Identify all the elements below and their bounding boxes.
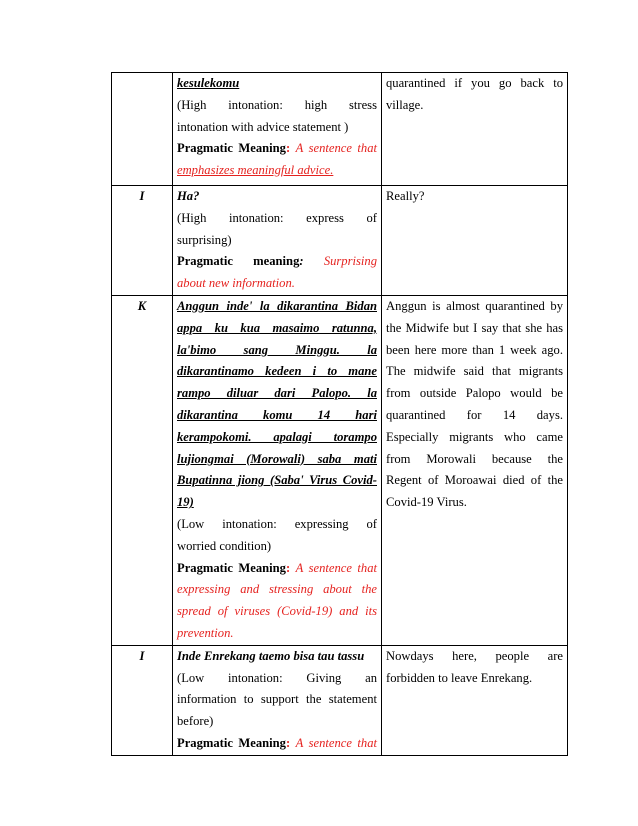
intonation-line: (Low intonation: expressing of	[177, 516, 377, 531]
translation-line: Covid-19 Virus.	[386, 495, 467, 510]
translation-cell	[382, 186, 568, 296]
utterance-text: kesulekomu	[177, 76, 240, 90]
utterance-line: dikarantinamo kedeen i to mane	[177, 364, 377, 379]
intonation-line: (High intonation: express of	[177, 210, 377, 225]
pragmatic-meaning-text: about new information.	[177, 276, 295, 291]
pragmatic-meaning-text: A sentence that	[295, 735, 377, 750]
pragmatic-meaning-line: expressing and stressing about the	[177, 582, 377, 597]
translation-line: been here more than 1 week ago.	[386, 342, 563, 357]
pragmatic-meaning-label: Pragmatic meaning	[177, 254, 300, 269]
speaker-cell: I	[112, 645, 173, 755]
pragmatic-meaning-label: Pragmatic Meaning	[177, 735, 286, 750]
pragmatic-meaning-line: prevention.	[177, 625, 234, 640]
utterance-line: dikarantina komu 14 hari	[177, 407, 377, 422]
translation-cell	[382, 645, 568, 755]
utterance-cell	[173, 645, 382, 755]
utterance-line: 19)	[177, 495, 194, 510]
translation-line: quarantined if you go back to	[386, 76, 563, 90]
utterance-line: lujiongmai (Morowali) saba mati	[177, 451, 377, 466]
intonation-line: worried condition)	[177, 538, 272, 553]
utterance-line: appa ku kua masaimo ratunna,	[177, 320, 377, 335]
intonation-line: (High intonation: high stress	[177, 97, 377, 112]
translation-line: Anggun is almost quarantined by	[386, 298, 563, 313]
utterance-cell	[173, 295, 382, 645]
intonation-line: (Low intonation: Giving an	[177, 670, 377, 685]
pragmatic-meaning-text: Surprising	[323, 254, 377, 269]
translation-cell	[382, 73, 568, 186]
pragmatic-meaning-line	[177, 138, 377, 160]
translation-line: quarantined for 14 days.	[386, 407, 563, 422]
pragmatic-meaning-line	[177, 733, 377, 755]
translation-line: forbidden to leave Enrekang.	[386, 670, 533, 685]
intonation-line: before)	[177, 714, 214, 729]
intonation-line: surprising)	[177, 232, 232, 247]
utterance-text: Inde Enrekang taemo bisa tau tassu	[177, 648, 365, 663]
pragmatic-meaning-colon: :	[285, 735, 291, 750]
translation-cell	[382, 295, 568, 645]
translation-line: the Midwife but I say that she has	[386, 320, 563, 335]
table-row	[112, 295, 568, 645]
utterance-line: kerampokomi. apalagi torampo	[177, 429, 377, 444]
pragmatic-meaning-text: A sentence that	[295, 560, 377, 575]
translation-line: Regent of Moroawai died of the	[386, 473, 563, 488]
pragmatic-meaning-label: Pragmatic Meaning	[177, 560, 286, 575]
translation-line: from Morowali because the	[386, 451, 563, 466]
table-row	[112, 186, 568, 296]
speaker-cell	[112, 73, 173, 186]
utterance-line: Anggun inde' la dikarantina Bidan	[177, 298, 377, 313]
pragmatic-meaning-line	[177, 160, 377, 182]
intonation-line: information to support the statement	[177, 692, 377, 707]
utterance-text: Ha?	[177, 189, 200, 203]
utterance-line: la'bimo sang Minggu. la	[177, 342, 377, 357]
translation-line: The midwife said that migrants	[386, 364, 563, 379]
utterance-line: rampo diluar dari Palopo. la	[177, 386, 377, 401]
pragmatic-meaning-colon: :	[285, 560, 291, 575]
utterance-cell	[173, 186, 382, 296]
table-row	[112, 73, 568, 186]
utterance-cell	[173, 73, 382, 186]
pragmatic-meaning-text: emphasizes meaningful advice.	[177, 163, 334, 178]
pragmatic-meaning-line	[177, 558, 377, 580]
transcript-table	[111, 72, 568, 756]
speaker-cell: I	[112, 186, 173, 296]
translation-line: Nowdays here, people are	[386, 648, 563, 663]
pragmatic-meaning-colon: :	[285, 141, 291, 156]
speaker-cell: K	[112, 295, 173, 645]
pragmatic-meaning-line	[177, 273, 377, 295]
translation-line: Really?	[386, 189, 425, 203]
table-row	[112, 645, 568, 755]
intonation-line: intonation with advice statement )	[177, 119, 349, 134]
translation-line: Especially migrants who came	[386, 429, 563, 444]
pragmatic-meaning-label: Pragmatic Meaning	[177, 141, 286, 156]
pragmatic-meaning-colon: :	[299, 254, 304, 269]
translation-line: from outside Palopo would be	[386, 386, 563, 401]
pragmatic-meaning-line: spread of viruses (Covid-19) and its	[177, 604, 377, 619]
utterance-line: Bupatinna jiong (Saba' Virus Covid-	[177, 473, 377, 488]
pragmatic-meaning-text: A sentence that	[295, 141, 377, 156]
translation-line: village.	[386, 97, 424, 112]
pragmatic-meaning-line	[177, 251, 377, 273]
